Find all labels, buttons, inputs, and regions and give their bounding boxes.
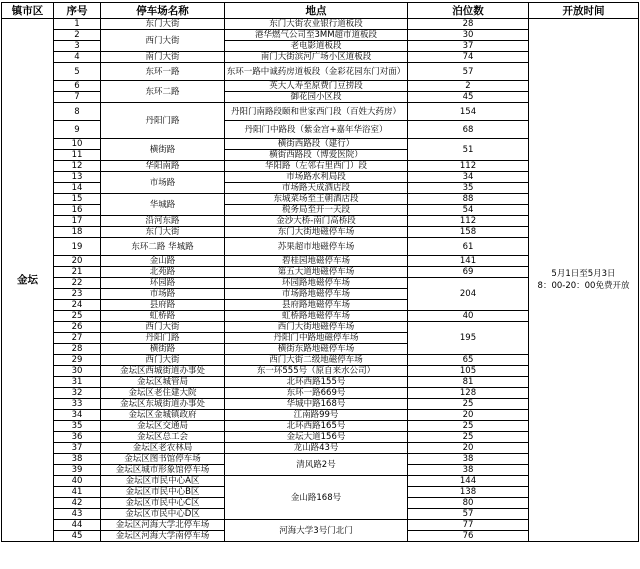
place-cell: 横街西路段（建行）	[225, 139, 408, 150]
place-cell: 清风路2号	[225, 454, 408, 476]
name-cell: 华阳南路	[101, 161, 225, 172]
spots-cell: 76	[408, 531, 529, 542]
place-cell: 东环一路669号	[225, 388, 408, 399]
seq-cell: 9	[54, 121, 101, 139]
place-cell: 横街西路段（博爱医院）	[225, 150, 408, 161]
spots-cell: 144	[408, 476, 529, 487]
seq-cell: 2	[54, 30, 101, 41]
name-cell: 金坛区西城街道办事处	[101, 366, 225, 377]
spots-cell: 2	[408, 81, 529, 92]
seq-cell: 19	[54, 238, 101, 256]
spots-cell: 38	[408, 454, 529, 465]
place-cell: 港华燃气公司至3MM超市道板段	[225, 30, 408, 41]
name-cell: 西门大街	[101, 355, 225, 366]
seq-cell: 20	[54, 256, 101, 267]
spots-cell: 77	[408, 520, 529, 531]
place-cell: 虹桥路地磁停车场	[225, 311, 408, 322]
seq-cell: 41	[54, 487, 101, 498]
spots-cell: 154	[408, 103, 529, 121]
seq-cell: 23	[54, 289, 101, 300]
name-cell: 南门大街	[101, 52, 225, 63]
place-cell: 县府路地磁停车场	[225, 300, 408, 311]
name-cell: 华城路	[101, 194, 225, 216]
spots-cell: 105	[408, 366, 529, 377]
place-cell: 环园路地磁停车场	[225, 278, 408, 289]
name-cell: 丹阳门路	[101, 103, 225, 139]
spots-cell: 37	[408, 41, 529, 52]
spots-cell: 38	[408, 465, 529, 476]
name-cell: 西门大街	[101, 30, 225, 52]
seq-cell: 10	[54, 139, 101, 150]
spots-cell: 35	[408, 183, 529, 194]
seq-cell: 14	[54, 183, 101, 194]
header-spots: 泊位数	[408, 3, 529, 19]
name-cell: 沿河东路	[101, 216, 225, 227]
spots-cell: 20	[408, 443, 529, 454]
name-cell: 金坛区图书馆停车场	[101, 454, 225, 465]
place-cell: 龙山路43号	[225, 443, 408, 454]
name-cell: 金坛区城市形象馆停车场	[101, 465, 225, 476]
name-cell: 金坛区市民中心B区	[101, 487, 225, 498]
name-cell: 金坛区交通局	[101, 421, 225, 432]
spots-cell: 81	[408, 377, 529, 388]
spots-cell: 88	[408, 194, 529, 205]
place-cell: 东城菜场至王朝酒店段	[225, 194, 408, 205]
name-cell: 横街路	[101, 344, 225, 355]
open-time-hours: 8：00-20：00免费开放	[537, 281, 630, 291]
seq-cell: 45	[54, 531, 101, 542]
place-cell: 市场路天成酒店段	[225, 183, 408, 194]
name-cell: 金坛区总工会	[101, 432, 225, 443]
header-row	[2, 3, 639, 19]
name-cell: 金坛区老住建大院	[101, 388, 225, 399]
seq-cell: 6	[54, 81, 101, 92]
name-cell: 金坛区东城街道办事处	[101, 399, 225, 410]
seq-cell: 30	[54, 366, 101, 377]
name-cell: 东环一路	[101, 63, 225, 81]
seq-cell: 39	[54, 465, 101, 476]
parking-table	[1, 2, 639, 542]
place-cell: 老电影道板段	[225, 41, 408, 52]
spots-cell: 40	[408, 311, 529, 322]
seq-cell: 21	[54, 267, 101, 278]
spots-cell: 195	[408, 322, 529, 355]
seq-cell: 35	[54, 421, 101, 432]
header-place: 地点	[225, 3, 408, 19]
header-district: 镇市区	[2, 3, 54, 19]
spots-cell: 57	[408, 509, 529, 520]
seq-cell: 15	[54, 194, 101, 205]
name-cell: 金坛区市民中心C区	[101, 498, 225, 509]
seq-cell: 12	[54, 161, 101, 172]
open-time-dates: 5月1日至5月3日	[551, 269, 616, 279]
place-cell: 税务局至开一天段	[225, 205, 408, 216]
seq-cell: 36	[54, 432, 101, 443]
spots-cell: 112	[408, 161, 529, 172]
seq-cell: 4	[54, 52, 101, 63]
spots-cell: 54	[408, 205, 529, 216]
name-cell: 金坛区老农林局	[101, 443, 225, 454]
district-cell: 金坛	[2, 19, 54, 542]
spots-cell: 68	[408, 121, 529, 139]
seq-cell: 34	[54, 410, 101, 421]
place-cell: 西门大街二级地磁停车场	[225, 355, 408, 366]
seq-cell: 25	[54, 311, 101, 322]
seq-cell: 5	[54, 63, 101, 81]
spots-cell: 25	[408, 399, 529, 410]
name-cell: 金坛区市民中心D区	[101, 509, 225, 520]
seq-cell: 11	[54, 150, 101, 161]
place-cell: 金山路168号	[225, 476, 408, 520]
spots-cell: 141	[408, 256, 529, 267]
spots-cell: 80	[408, 498, 529, 509]
name-cell: 西门大街	[101, 322, 225, 333]
place-cell: 东门大街农业银行道板段	[225, 19, 408, 30]
header-name: 停车场名称	[101, 3, 225, 19]
place-cell: 南门大街滨河广场小区道板段	[225, 52, 408, 63]
place-cell: 丹阳门中路地磁停车场	[225, 333, 408, 344]
seq-cell: 38	[54, 454, 101, 465]
seq-cell: 17	[54, 216, 101, 227]
place-cell: 第五大道地磁停车场	[225, 267, 408, 278]
seq-cell: 28	[54, 344, 101, 355]
name-cell: 金坛区市民中心A区	[101, 476, 225, 487]
place-cell: 北环西路155号	[225, 377, 408, 388]
name-cell: 横街路	[101, 139, 225, 161]
seq-cell: 22	[54, 278, 101, 289]
name-cell: 东门大街	[101, 19, 225, 30]
seq-cell: 18	[54, 227, 101, 238]
name-cell: 东环二路	[101, 81, 225, 103]
place-cell: 华阳路（左邻右里西门）段	[225, 161, 408, 172]
name-cell: 金坛区河海大学北停车场	[101, 520, 225, 531]
seq-cell: 29	[54, 355, 101, 366]
seq-cell: 44	[54, 520, 101, 531]
spots-cell: 25	[408, 432, 529, 443]
name-cell: 金坛区金城镇政府	[101, 410, 225, 421]
seq-cell: 26	[54, 322, 101, 333]
spots-cell: 128	[408, 388, 529, 399]
spots-cell: 45	[408, 92, 529, 103]
spots-cell: 25	[408, 421, 529, 432]
name-cell: 虹桥路	[101, 311, 225, 322]
name-cell: 市场路	[101, 289, 225, 300]
place-cell: 金坛大道156号	[225, 432, 408, 443]
place-cell: 市场路地磁停车场	[225, 289, 408, 300]
seq-cell: 42	[54, 498, 101, 509]
place-cell: 西门大街地磁停车场	[225, 322, 408, 333]
spots-cell: 61	[408, 238, 529, 256]
header-seq: 序号	[54, 3, 101, 19]
header-open-time: 开放时间	[529, 3, 639, 19]
place-cell: 东一环555号（原自来水公司）	[225, 366, 408, 377]
seq-cell: 8	[54, 103, 101, 121]
seq-cell: 43	[54, 509, 101, 520]
name-cell: 东环二路 华城路	[101, 238, 225, 256]
name-cell: 东门大街	[101, 227, 225, 238]
seq-cell: 33	[54, 399, 101, 410]
spots-cell: 20	[408, 410, 529, 421]
place-cell: 横街东路地磁停车场	[225, 344, 408, 355]
seq-cell: 24	[54, 300, 101, 311]
name-cell: 县府路	[101, 300, 225, 311]
seq-cell: 32	[54, 388, 101, 399]
place-cell: 江南路99号	[225, 410, 408, 421]
seq-cell: 37	[54, 443, 101, 454]
spots-cell: 65	[408, 355, 529, 366]
name-cell: 金山路	[101, 256, 225, 267]
place-cell: 东门大街地磁停车场	[225, 227, 408, 238]
seq-cell: 7	[54, 92, 101, 103]
seq-cell: 31	[54, 377, 101, 388]
spots-cell: 69	[408, 267, 529, 278]
place-cell: 苏果超市地磁停车场	[225, 238, 408, 256]
name-cell: 北苑路	[101, 267, 225, 278]
seq-cell: 27	[54, 333, 101, 344]
table-row	[2, 19, 639, 30]
place-cell: 河海大学3号门北门	[225, 520, 408, 542]
spots-cell: 138	[408, 487, 529, 498]
seq-cell: 13	[54, 172, 101, 183]
place-cell: 丹阳门南路段颐和世家西门段（百姓大药房）	[225, 103, 408, 121]
name-cell: 丹阳门路	[101, 333, 225, 344]
spots-cell: 158	[408, 227, 529, 238]
place-cell: 金沙大桥-南门高桥段	[225, 216, 408, 227]
name-cell: 金坛区城管局	[101, 377, 225, 388]
place-cell: 英大人寿至原费门豆捞段	[225, 81, 408, 92]
name-cell: 金坛区河海大学南停车场	[101, 531, 225, 542]
place-cell: 华城中路168号	[225, 399, 408, 410]
place-cell: 市场路水利局段	[225, 172, 408, 183]
spots-cell: 112	[408, 216, 529, 227]
place-cell: 北环西路165号	[225, 421, 408, 432]
spots-cell: 28	[408, 19, 529, 30]
place-cell: 丹阳门中路段（紫金宫+嘉年华浴室）	[225, 121, 408, 139]
spots-cell: 57	[408, 63, 529, 81]
spots-cell: 51	[408, 139, 529, 161]
seq-cell: 16	[54, 205, 101, 216]
spots-cell: 74	[408, 52, 529, 63]
spots-cell: 204	[408, 278, 529, 311]
open-time-cell	[529, 19, 639, 542]
seq-cell: 3	[54, 41, 101, 52]
seq-cell: 1	[54, 19, 101, 30]
spots-cell: 30	[408, 30, 529, 41]
spots-cell: 34	[408, 172, 529, 183]
place-cell: 碧桂园地磁停车场	[225, 256, 408, 267]
place-cell: 御花园小区段	[225, 92, 408, 103]
name-cell: 市场路	[101, 172, 225, 194]
place-cell: 东环一路中诚药房道板段（金彩花园东门对面）	[225, 63, 408, 81]
name-cell: 环园路	[101, 278, 225, 289]
seq-cell: 40	[54, 476, 101, 487]
